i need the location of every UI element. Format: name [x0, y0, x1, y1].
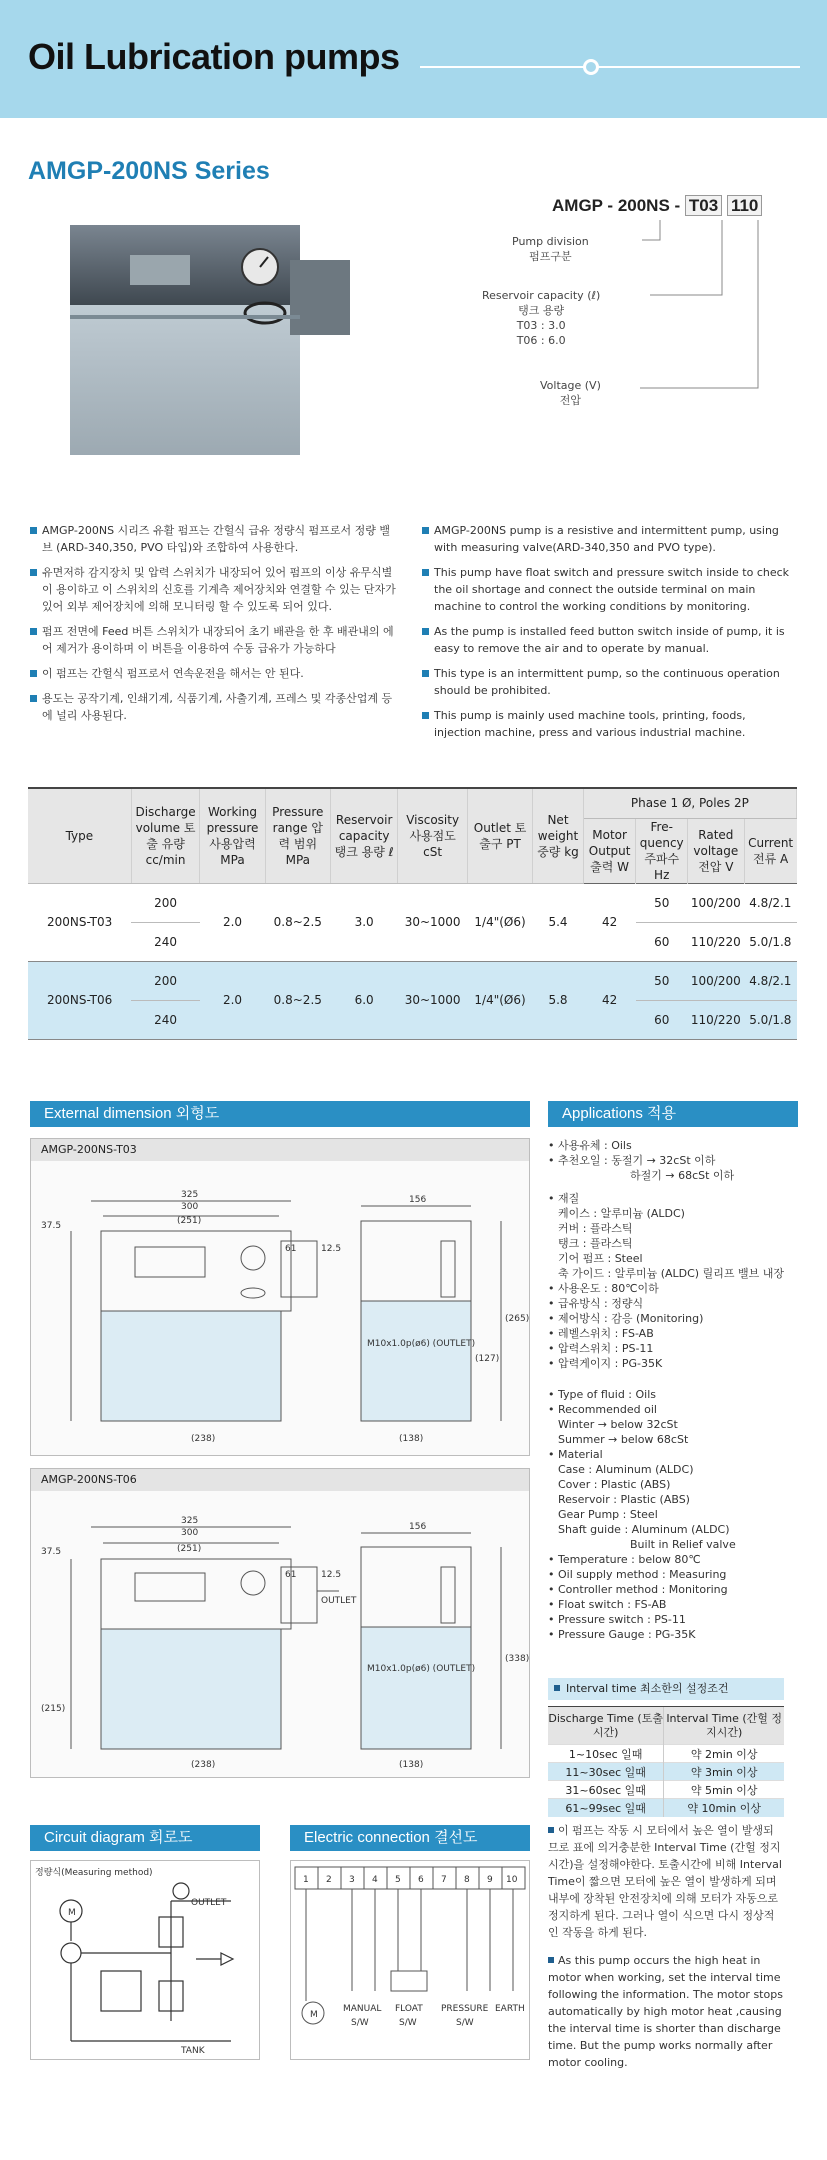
table-row — [548, 1781, 784, 1799]
applications-list — [548, 1138, 798, 1642]
cell-reservoir: 3.0 — [354, 915, 374, 929]
terminal-label: 6 — [418, 1875, 424, 1885]
desc-ko-item: 유면저하 감지장치 및 압력 스위치가 내장되어 있어 펌프의 이상 유무식별이 용이하고 이 스위치의 신호를 기계측 제어장치와 연결할 수 있는 단자가 있어 외부 제어장치에 의해 모니터링 할 수 있도록 되어 있다. — [30, 564, 400, 615]
dim-outlet-arrow-label: OUTLET — [321, 1596, 357, 1606]
desc-ko-item: 펌프 전면에 Feed 버튼 스위치가 내장되어 초기 배관을 한 후 배관내의 에어 제거가 용이하며 이 버튼을 이용하여 수동 급유가 가능하다 — [30, 623, 400, 657]
section-electric-connection: Electric connection 결선도 — [290, 1825, 530, 1851]
pressure-switch-label: PRESSURE — [441, 2004, 489, 2014]
desc-ko-item: 이 펌프는 간헐식 펌프로서 연속운전을 해서는 안 된다. — [30, 665, 400, 682]
interval-cell: 1~10sec 일때 — [548, 1745, 664, 1763]
application-subitem: Built in Relief valve — [630, 1538, 736, 1551]
col-outlet: Outlet 토출구 PT — [467, 788, 532, 883]
dim-label: 156 — [409, 1522, 427, 1532]
dimension-drawing-t06 — [30, 1468, 530, 1778]
application-item: • 사용유체 : Oils — [548, 1138, 798, 1153]
application-subitem: 하절기 → 68cSt 이하 — [630, 1169, 735, 1182]
cell-weight: 5.4 — [548, 915, 568, 929]
application-item: • Oil supply method : Measuring — [548, 1567, 798, 1582]
application-subitem: Reservoir : Plastic (ABS) — [558, 1493, 690, 1506]
interval-col-discharge: Discharge Time (토출시간) — [548, 1707, 664, 1745]
dim-label: (251) — [177, 1216, 202, 1226]
note-en-text: As this pump occurs the high heat in motor when working, set the interval time following the information. The motor stops automatically by high motor heat ,causing the interval time is shorter than discharge time. But the pump works normally after motor cooling. — [548, 1954, 783, 2069]
desc-ko-item: AMGP-200NS 시리즈 유활 펌프는 간헐식 급유 정량식 펌프로서 정량 밸브 (ARD-340,350, PVO 타입)와 조합하여 사용한다. — [30, 522, 400, 556]
interval-table — [548, 1706, 784, 1817]
col-current: Current 전류 A — [748, 835, 794, 866]
application-item: • 레벨스위치 : FS-AB — [548, 1326, 798, 1341]
note-ko-text: 이 펌프는 작동 시 모터에서 높은 열이 발생되므로 표에 의거충분한 Interval Time (간헐 정지시간)을 설정해야한다. 토출시간에 비해 Interval Time이 짧으면 모터에 높은 열이 발생하게 되며 내부에 장착된 안전장치에 의해 모터가 자동으로 정지하게 된다. 그러나 열이 식으면 다시 정상적인 작동을 하게 된다. — [548, 1824, 782, 1939]
application-item: • Pressure switch : PS-11 — [548, 1612, 798, 1627]
desc-en-item: AMGP-200NS pump is a resistive and intermittent pump, using with measuring valve(ARD-340,350 and PVO type). — [422, 522, 790, 556]
model-code-dash: - — [669, 196, 685, 215]
model-code-series: 200NS — [617, 196, 670, 215]
interval-title-text: Interval time 최소한의 설정조건 — [566, 1682, 729, 1695]
dim-label: 156 — [409, 1195, 427, 1205]
interval-cell: 약 2min 이상 — [664, 1745, 784, 1763]
cell-volt: 110/220 — [687, 1000, 744, 1039]
interval-cell: 11~30sec 일때 — [548, 1763, 664, 1781]
terminal-label: 4 — [372, 1875, 378, 1885]
motor-label: M — [310, 2010, 318, 2020]
voltage-ko: 전압 — [559, 394, 582, 407]
terminal-label: 1 — [303, 1875, 309, 1885]
application-item: • 사용온도 : 80℃이하 — [548, 1281, 798, 1296]
dim-label: 12.5 — [321, 1244, 342, 1254]
col-working: Working pressure 사용압력 MPa — [200, 788, 265, 883]
dim-label: 37.5 — [41, 1221, 62, 1231]
col-motor: Motor Output 출력 W — [583, 818, 636, 883]
dim-label: (265) — [505, 1314, 529, 1324]
table-row — [548, 1745, 784, 1763]
cell-type: 200NS-T06 — [28, 961, 131, 1039]
col-discharge: Discharge volume 토출 유량 cc/min — [131, 788, 200, 883]
interval-cell: 61~99sec 일때 — [548, 1799, 664, 1817]
cell-volt: 110/220 — [687, 922, 744, 961]
cell-discharge: 200 — [154, 895, 177, 910]
float-switch-label: FLOAT — [395, 2004, 423, 2014]
application-item: • Recommended oil — [548, 1402, 798, 1417]
banner-dot-icon — [583, 59, 599, 75]
cell-motor: 42 — [601, 915, 618, 929]
page-title: Oil Lubrication pumps — [28, 36, 400, 77]
application-item: • 제어방식 : 감응 (Monitoring) — [548, 1311, 798, 1326]
interval-cell: 약 3min 이상 — [664, 1763, 784, 1781]
terminal-label: 8 — [464, 1875, 470, 1885]
application-item: • 재질 — [548, 1191, 798, 1206]
application-subitem: Winter → below 32cSt — [558, 1418, 678, 1431]
section-circuit-diagram: Circuit diagram 회로도 — [30, 1825, 260, 1851]
interval-title — [548, 1678, 784, 1700]
cell-working: 2.0 — [200, 961, 265, 1039]
cell-freq: 50 — [636, 961, 688, 1000]
terminal-label: 3 — [349, 1875, 355, 1885]
cell-current: 4.8/2.1 — [749, 895, 792, 910]
reservoir-en: Reservoir capacity (ℓ) — [482, 289, 601, 302]
application-subitem: 케이스 : 알루미늄 (ALDC) — [558, 1207, 685, 1220]
reservoir-t03: T03 : 3.0 — [516, 319, 566, 332]
model-code-dash: - — [602, 196, 618, 215]
table-row — [548, 1763, 784, 1781]
reservoir-label — [482, 288, 600, 348]
switch-label: S/W — [456, 2018, 474, 2028]
application-subitem: 커버 : 플라스틱 — [558, 1222, 633, 1235]
electric-svg — [291, 1861, 529, 2059]
desc-en-item: As the pump is installed feed button switch inside of pump, it is easy to remove the air and to operate by manual. — [422, 623, 790, 657]
desc-en-item: This type is an intermittent pump, so the continuous operation should be prohibited. — [422, 665, 790, 699]
application-subitem: Gear Pump : Steel — [558, 1508, 658, 1521]
cell-reservoir: 6.0 — [330, 961, 397, 1039]
dimension-t06-svg — [31, 1491, 529, 1777]
cell-freq: 60 — [636, 1000, 688, 1039]
pump-division-en: Pump division — [512, 235, 589, 248]
cell-viscosity: 30~1000 — [404, 915, 461, 929]
cell-current: 5.0/1.8 — [744, 922, 796, 961]
cell-freq: 50 — [654, 895, 670, 910]
desc-en-item: This pump have float switch and pressure switch inside to check the oil shortage and connect the outside terminal on main machine to control the working conditions by monitoring. — [422, 564, 790, 615]
cell-discharge: 200 — [131, 961, 200, 1000]
dimension-t06-title: AMGP-200NS-T06 — [31, 1469, 529, 1491]
application-item: • 압력게이지 : PG-35K — [548, 1356, 798, 1371]
voltage-en: Voltage (V) — [540, 379, 601, 392]
circuit-method-label: 정량식(Measuring method) — [35, 1868, 153, 1878]
motor-label: M — [68, 1908, 76, 1918]
description-english — [422, 522, 790, 749]
earth-label: EARTH — [495, 2004, 525, 2014]
dim-label: 300 — [181, 1202, 199, 1212]
cell-discharge: 240 — [131, 922, 200, 961]
terminal-label: 2 — [326, 1875, 332, 1885]
switch-label: S/W — [351, 2018, 369, 2028]
dim-outlet-label: M10x1.0p(ø6) (OUTLET) — [367, 1664, 476, 1674]
pump-division-label — [512, 234, 589, 264]
cell-motor: 42 — [583, 961, 636, 1039]
interval-note-english — [548, 1952, 784, 2071]
circuit-tank-label: TANK — [181, 2046, 205, 2056]
model-code-voltage: 110 — [727, 195, 762, 216]
circuit-diagram — [30, 1860, 260, 2060]
interval-cell: 31~60sec 일때 — [548, 1781, 664, 1799]
cell-outlet: 1/4"(Ø6) — [467, 961, 532, 1039]
col-viscosity: Viscosity 사용점도 cSt — [398, 788, 468, 883]
dim-label: 325 — [181, 1516, 199, 1526]
square-bullet-icon — [548, 1827, 554, 1833]
application-item: • Temperature : below 80℃ — [548, 1552, 798, 1567]
application-item: • 급유방식 : 정량식 — [548, 1296, 798, 1311]
table-row — [548, 1799, 784, 1817]
description-korean — [30, 522, 400, 732]
cell-volt: 100/200 — [690, 895, 741, 910]
application-item: • Pressure Gauge : PG-35K — [548, 1627, 798, 1642]
terminal-label: 5 — [395, 1875, 401, 1885]
dim-label: (238) — [191, 1434, 216, 1444]
dim-label: (238) — [191, 1760, 216, 1770]
table-row — [28, 961, 797, 1000]
pump-photo — [60, 205, 360, 465]
cell-range: 0.8~2.5 — [265, 961, 330, 1039]
dim-label: 300 — [181, 1528, 199, 1538]
reservoir-ko: 탱크 용량 — [518, 304, 565, 317]
application-subitem: Cover : Plastic (ABS) — [558, 1478, 671, 1491]
dim-label: (138) — [399, 1434, 424, 1444]
circuit-outlet-label: OUTLET — [191, 1898, 227, 1908]
dim-label: 61 — [285, 1570, 297, 1580]
application-item: • Controller method : Monitoring — [548, 1582, 798, 1597]
dim-label: 37.5 — [41, 1547, 62, 1557]
reservoir-t06: T06 : 6.0 — [516, 334, 566, 347]
application-item: • 추천오일 : 동절기 → 32cSt 이하 — [548, 1153, 798, 1168]
desc-ko-item: 용도는 공작기계, 인쇄기계, 식품기계, 사출기계, 프레스 및 각종산업계 등에 널리 사용된다. — [30, 690, 400, 724]
terminal-label: 9 — [487, 1875, 493, 1885]
dimension-t03-svg — [31, 1161, 529, 1455]
col-phase: Phase 1 Ø, Poles 2P — [583, 788, 796, 818]
col-rated-voltage: Rated voltage 전압 V — [687, 818, 744, 883]
pump-division-ko: 펌프구분 — [529, 250, 572, 263]
dim-label: 61 — [285, 1244, 297, 1254]
dim-label: (127) — [475, 1354, 500, 1364]
interval-col-interval: Interval Time (간헐 정지시간) — [664, 1707, 784, 1745]
model-code-tank: T03 — [685, 195, 722, 216]
square-bullet-icon — [554, 1685, 560, 1691]
dim-label: (251) — [177, 1544, 202, 1554]
series-title: AMGP-200NS Series — [28, 157, 270, 185]
application-item: • Type of fluid : Oils — [548, 1387, 798, 1402]
cell-current: 5.0/1.8 — [744, 1000, 796, 1039]
dim-label: (215) — [41, 1704, 66, 1714]
application-subitem: 탱크 : 플라스틱 — [558, 1237, 633, 1250]
cell-weight: 5.8 — [533, 961, 584, 1039]
switch-label: S/W — [399, 2018, 417, 2028]
terminal-label: 7 — [441, 1875, 447, 1885]
interval-cell: 약 10min 이상 — [664, 1799, 784, 1817]
dimension-t03-title: AMGP-200NS-T03 — [31, 1139, 529, 1161]
dim-label: 12.5 — [321, 1570, 342, 1580]
electric-connection-diagram — [290, 1860, 530, 2060]
dim-outlet-label: M10x1.0p(ø6) (OUTLET) — [367, 1339, 476, 1349]
cell-discharge: 240 — [131, 1000, 200, 1039]
interval-cell: 약 5min 이상 — [664, 1781, 784, 1799]
circuit-svg — [31, 1861, 259, 2059]
col-frequency: Fre- quency 주파수 Hz — [636, 818, 688, 883]
model-code-prefix: AMGP — [552, 196, 603, 215]
col-type: Type — [28, 788, 131, 883]
cell-working: 2.0 — [222, 915, 243, 929]
application-item: • 압력스위치 : PS-11 — [548, 1341, 798, 1356]
section-applications: Applications 적용 — [548, 1101, 798, 1127]
cell-viscosity: 30~1000 — [398, 961, 468, 1039]
application-subitem: Summer → below 68cSt — [558, 1433, 689, 1446]
spec-table — [28, 787, 797, 1040]
banner-divider — [420, 66, 800, 68]
cell-type: 200NS-T03 — [46, 915, 113, 929]
section-external-dimension: External dimension 외형도 — [30, 1101, 530, 1127]
col-pressure-range: Pressure range 압력 범위 MPa — [265, 788, 330, 883]
table-row — [28, 883, 797, 922]
interval-note-korean — [548, 1822, 784, 1941]
header-banner — [0, 0, 827, 118]
cell-range: 0.8~2.5 — [273, 915, 322, 929]
cell-freq: 60 — [636, 922, 688, 961]
cell-outlet: 1/4"(Ø6) — [474, 915, 526, 929]
desc-en-item: This pump is mainly used machine tools, printing, foods, injection machine, press and various industrial machine. — [422, 707, 790, 741]
application-subitem: 축 가이드 : 알루미늄 (ALDC) 릴리프 밸브 내장 — [558, 1267, 784, 1280]
application-subitem: 기어 펌프 : Steel — [558, 1252, 643, 1265]
col-net-weight: Net weight 중량 kg — [533, 788, 584, 883]
application-subitem: Case : Aluminum (ALDC) — [558, 1463, 694, 1476]
application-subitem: Shaft guide : Aluminum (ALDC) — [558, 1523, 730, 1536]
terminal-label: 10 — [506, 1875, 518, 1885]
dim-label: (138) — [399, 1760, 424, 1770]
cell-volt: 100/200 — [687, 961, 744, 1000]
cell-current: 4.8/2.1 — [744, 961, 796, 1000]
application-item: • Float switch : FS-AB — [548, 1597, 798, 1612]
square-bullet-icon — [548, 1957, 554, 1963]
manual-switch-label: MANUAL — [343, 2004, 382, 2014]
col-reservoir: Reservoir capacity 탱크 용량 ℓ — [330, 788, 397, 883]
dim-label: 325 — [181, 1190, 199, 1200]
dim-label: (338) — [505, 1654, 529, 1664]
voltage-label — [540, 378, 601, 408]
dimension-drawing-t03 — [30, 1138, 530, 1456]
application-item: • Material — [548, 1447, 798, 1462]
